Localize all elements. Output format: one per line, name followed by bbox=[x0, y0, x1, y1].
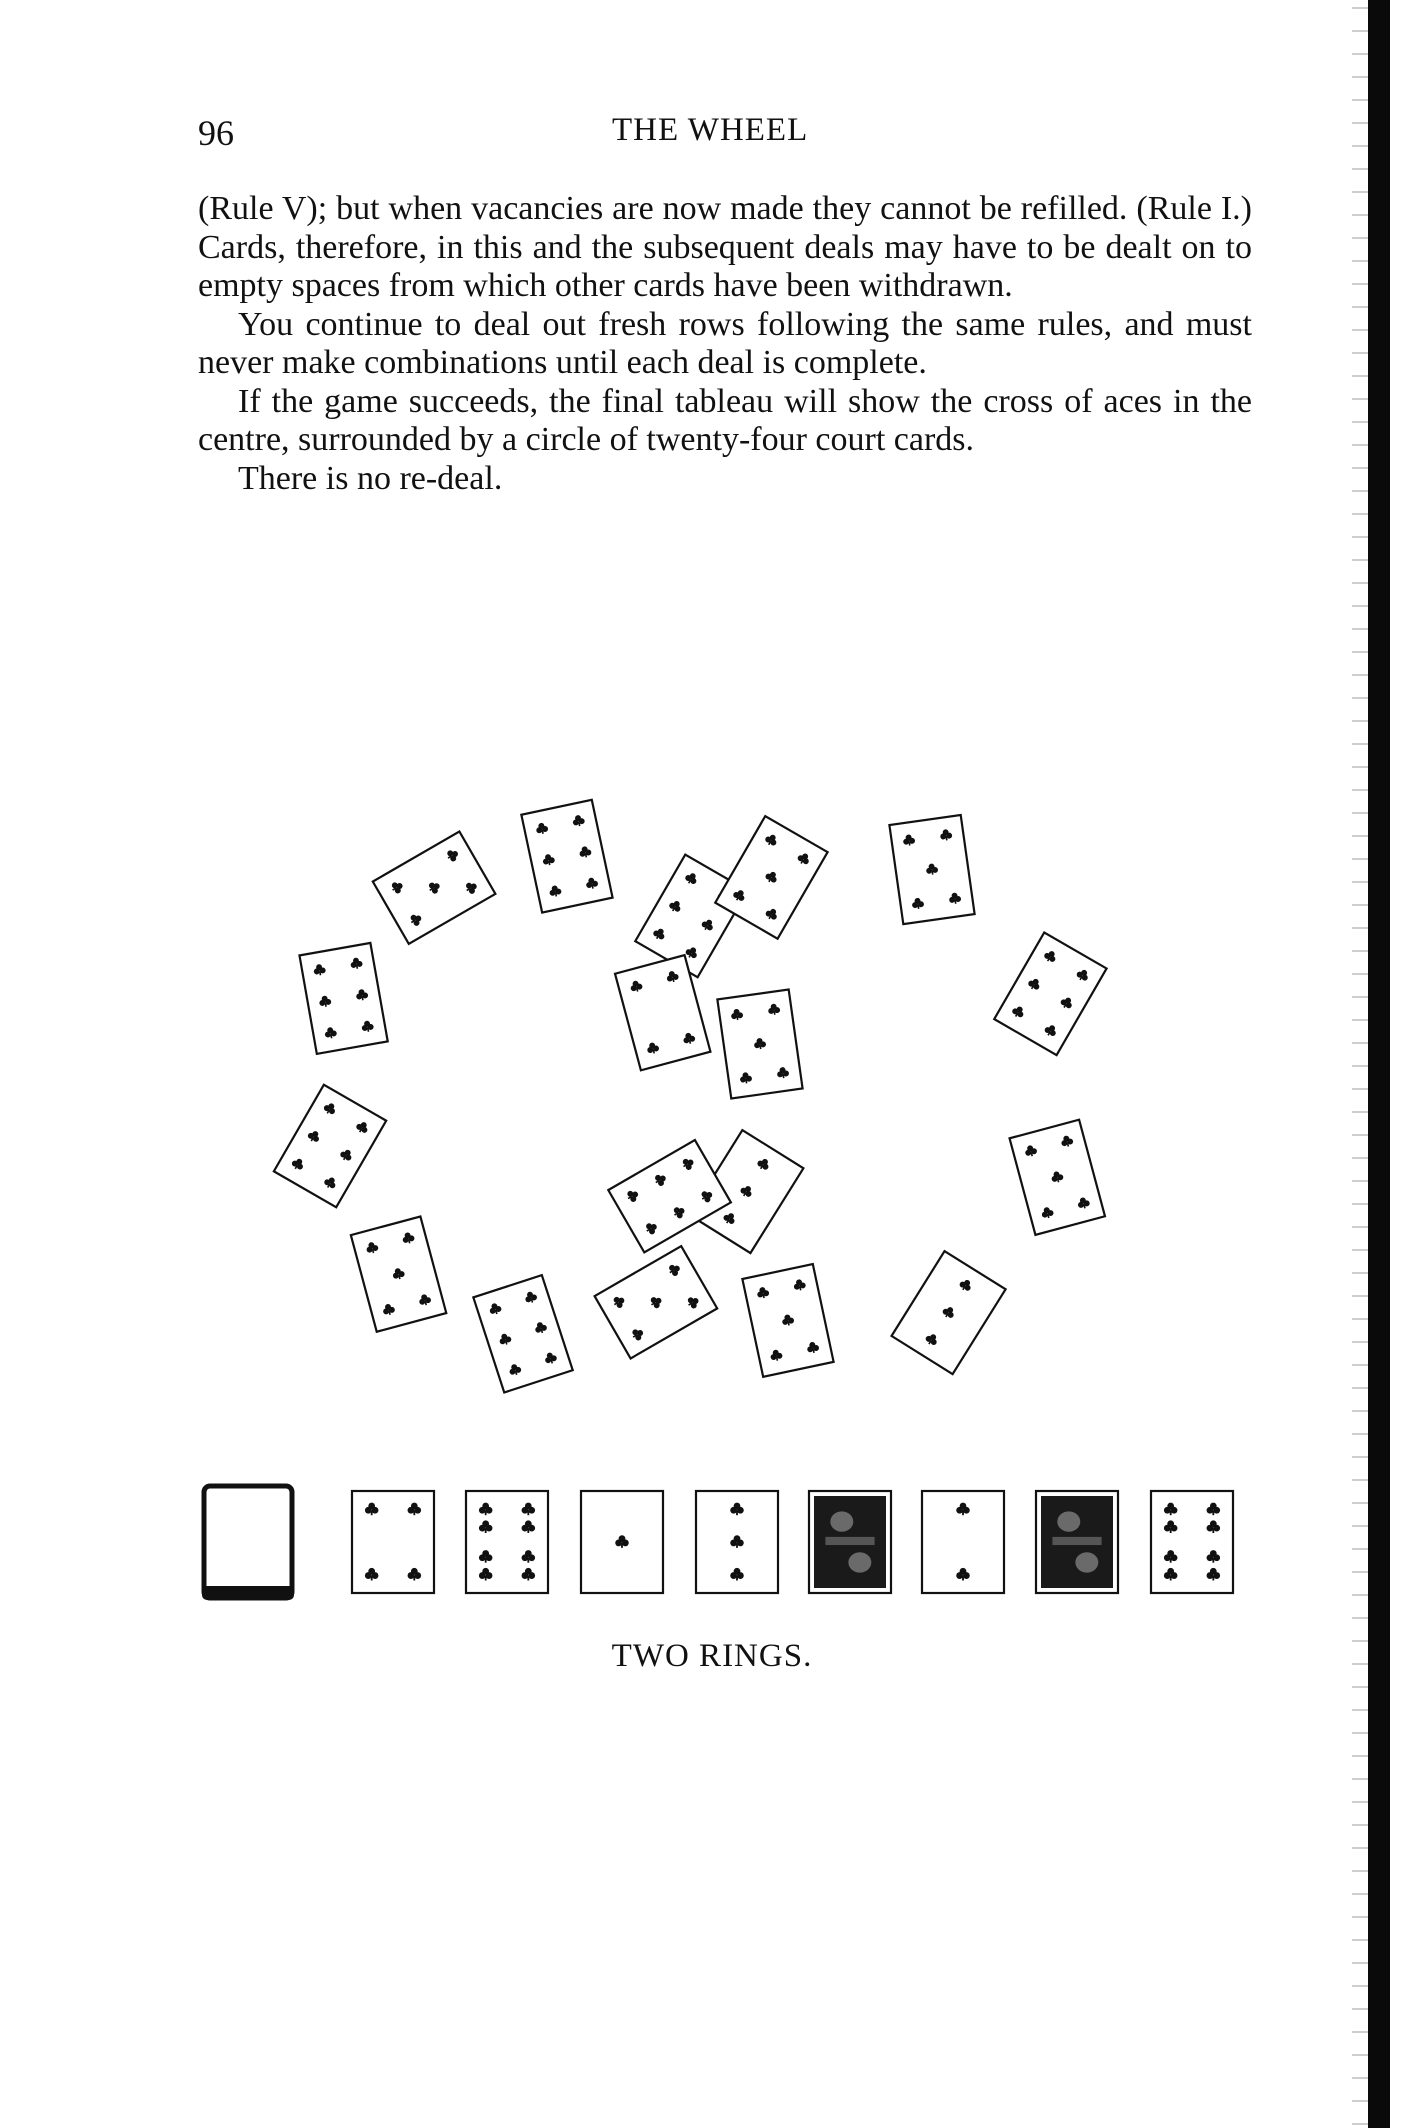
ring-card bbox=[892, 1251, 1006, 1374]
reserve-card bbox=[581, 1491, 663, 1593]
ring-card bbox=[635, 855, 747, 978]
ring-card bbox=[994, 932, 1106, 1055]
ring-card bbox=[299, 943, 387, 1054]
reserve-card bbox=[696, 1491, 778, 1593]
ring-card bbox=[274, 1085, 386, 1208]
ring-card bbox=[373, 832, 496, 944]
reserve-row bbox=[202, 1486, 1233, 1600]
ring-card bbox=[608, 1140, 731, 1252]
ring-card bbox=[1010, 1120, 1105, 1235]
ring-card bbox=[717, 989, 802, 1098]
card-rings bbox=[274, 800, 1107, 1393]
ring-card bbox=[889, 815, 974, 924]
page-number: 96 bbox=[198, 113, 234, 153]
court-card bbox=[809, 1491, 891, 1593]
ring-card bbox=[715, 816, 827, 939]
ring-card bbox=[521, 800, 612, 913]
ring-card bbox=[742, 1264, 833, 1377]
running-head: THE WHEEL bbox=[612, 112, 809, 148]
paragraph: If the game succeeds, the final tableau will show the cross of aces in the centre, surrounded by a circle of twenty-four court cards. bbox=[198, 382, 1252, 458]
reserve-card bbox=[466, 1491, 548, 1593]
figure-caption: TWO RINGS. bbox=[611, 1638, 813, 1674]
reserve-card bbox=[1151, 1491, 1233, 1593]
court-card bbox=[1036, 1491, 1118, 1593]
paragraph: You continue to deal out fresh rows following the same rules, and must never make combinations until each deal is complete. bbox=[198, 305, 1252, 381]
ring-card bbox=[473, 1275, 572, 1392]
empty-card-space bbox=[202, 1486, 294, 1600]
reserve-card bbox=[922, 1491, 1004, 1593]
reserve-card bbox=[352, 1491, 434, 1593]
ring-card bbox=[351, 1216, 446, 1331]
paragraph: There is no re-deal. bbox=[238, 459, 503, 497]
ring-card bbox=[595, 1246, 718, 1358]
paragraph: (Rule V); but when vacancies are now made they cannot be refilled. (Rule I.) Cards, therefore, in this and the subsequent deals may have to be dealt on to empty spaces from which other cards have been withdrawn. bbox=[198, 190, 1252, 304]
